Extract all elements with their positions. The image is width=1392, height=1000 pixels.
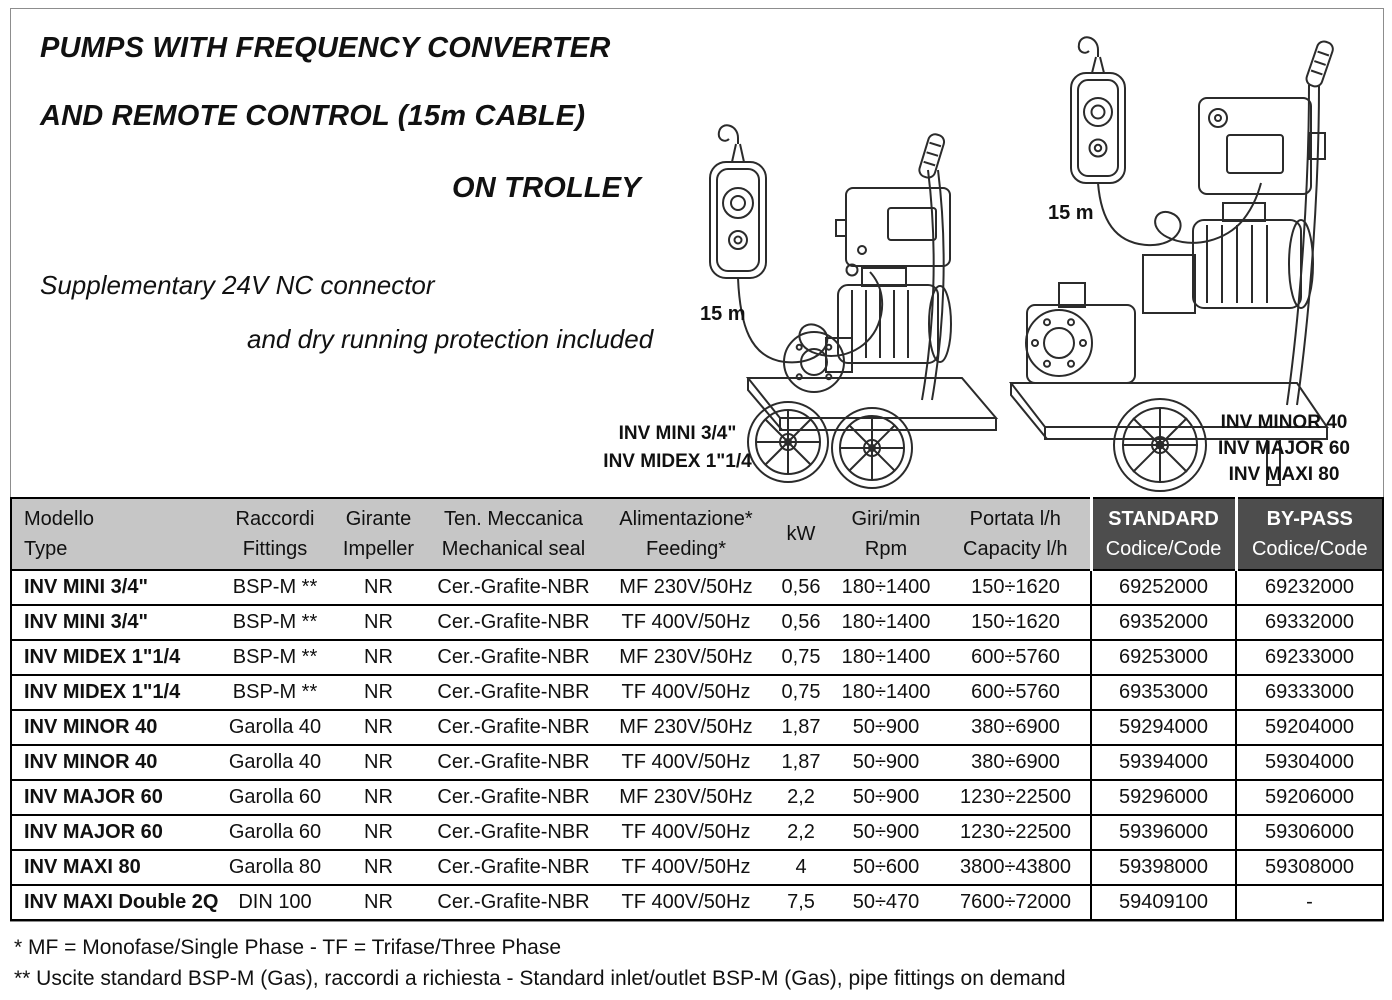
table-cell: 180÷1400 — [831, 640, 941, 675]
table-cell: Cer.-Grafite-NBR — [426, 605, 601, 640]
table-cell: MF 230V/50Hz — [601, 640, 771, 675]
table-cell: Cer.-Grafite-NBR — [426, 745, 601, 780]
table-cell: 50÷470 — [831, 885, 941, 920]
footnote-bsp-fittings: ** Uscite standard BSP-M (Gas), raccordi a richiesta - Standard inlet/outlet BSP-M (Gas), pipe fittings on demand — [14, 967, 1066, 990]
table-cell: 2,2 — [771, 815, 831, 850]
table-cell: 0,56 — [771, 605, 831, 640]
table-cell: 150÷1620 — [941, 570, 1091, 605]
table-cell: TF 400V/50Hz — [601, 885, 771, 920]
column-header-2: Girante Impeller — [331, 498, 426, 570]
table-row — [11, 745, 1383, 780]
caption-line: INV MIDEX 1"1/4 — [603, 451, 752, 472]
column-header-9: BY-PASS Codice/Code — [1236, 498, 1383, 570]
table-cell: 7,5 — [771, 885, 831, 920]
table-cell: NR — [331, 885, 426, 920]
table-cell: Garolla 60 — [219, 815, 331, 850]
table-cell: INV MAJOR 60 — [11, 780, 219, 815]
spec-table — [10, 497, 1384, 921]
table-cell: NR — [331, 710, 426, 745]
table-cell: 150÷1620 — [941, 605, 1091, 640]
table-cell: TF 400V/50Hz — [601, 605, 771, 640]
table-row — [11, 570, 1383, 605]
table-cell: 59206000 — [1236, 780, 1383, 815]
table-row — [11, 675, 1383, 710]
table-cell: TF 400V/50Hz — [601, 745, 771, 780]
table-cell: 380÷6900 — [941, 710, 1091, 745]
table-header-row — [11, 498, 1383, 570]
table-cell: 69353000 — [1091, 675, 1236, 710]
column-header-1: Raccordi Fittings — [219, 498, 331, 570]
table-cell: 180÷1400 — [831, 675, 941, 710]
column-header-7: Portata l/h Capacity l/h — [941, 498, 1091, 570]
column-header-8: STANDARD Codice/Code — [1091, 498, 1236, 570]
table-cell: NR — [331, 815, 426, 850]
table-cell: 59294000 — [1091, 710, 1236, 745]
table-cell: 59409100 — [1091, 885, 1236, 920]
table-cell: INV MIDEX 1"1/4 — [11, 675, 219, 710]
table-body — [11, 570, 1383, 920]
table-row — [11, 605, 1383, 640]
column-header-5: kW — [771, 498, 831, 570]
column-header-0: Modello Type — [11, 498, 219, 570]
table-cell: NR — [331, 675, 426, 710]
table-cell: 59398000 — [1091, 850, 1236, 885]
table-cell: 3800÷43800 — [941, 850, 1091, 885]
table-cell: MF 230V/50Hz — [601, 570, 771, 605]
table-cell: Cer.-Grafite-NBR — [426, 850, 601, 885]
table-cell: 50÷900 — [831, 780, 941, 815]
table-cell: NR — [331, 640, 426, 675]
remote-pendant — [1071, 37, 1125, 183]
table-cell: INV MAJOR 60 — [11, 815, 219, 850]
table-cell: 50÷600 — [831, 850, 941, 885]
table-cell: 380÷6900 — [941, 745, 1091, 780]
table-cell: 69333000 — [1236, 675, 1383, 710]
table-cell: MF 230V/50Hz — [601, 710, 771, 745]
table-cell: 59204000 — [1236, 710, 1383, 745]
table-cell: 0,56 — [771, 570, 831, 605]
table-cell: 59308000 — [1236, 850, 1383, 885]
trolley-wheels — [1114, 399, 1206, 491]
table-cell: NR — [331, 850, 426, 885]
footnote-single-three-phase: * MF = Monofase/Single Phase - TF = Trifase/Three Phase — [14, 936, 562, 959]
table-cell: Cer.-Grafite-NBR — [426, 570, 601, 605]
motor-body — [1143, 203, 1313, 313]
table-cell: 50÷900 — [831, 745, 941, 780]
column-header-6: Giri/min Rpm — [831, 498, 941, 570]
table-cell: BSP-M ** — [219, 570, 331, 605]
table-cell: Cer.-Grafite-NBR — [426, 780, 601, 815]
table-cell: 600÷5760 — [941, 675, 1091, 710]
feature-note-line-2: and dry running protection included — [247, 324, 654, 354]
table-cell: BSP-M ** — [219, 675, 331, 710]
table-cell: - — [1236, 885, 1383, 920]
table-row — [11, 885, 1383, 920]
table-cell: 180÷1400 — [831, 570, 941, 605]
table-row — [11, 640, 1383, 675]
table-cell: Cer.-Grafite-NBR — [426, 710, 601, 745]
table-cell: 69253000 — [1091, 640, 1236, 675]
table-cell: 69232000 — [1236, 570, 1383, 605]
table-cell: 59296000 — [1091, 780, 1236, 815]
table-row — [11, 815, 1383, 850]
table-cell: TF 400V/50Hz — [601, 675, 771, 710]
table-cell: 7600÷72000 — [941, 885, 1091, 920]
table-cell: MF 230V/50Hz — [601, 780, 771, 815]
table-cell: NR — [331, 745, 426, 780]
table-cell: 180÷1400 — [831, 605, 941, 640]
page-title-line-3: ON TROLLEY — [452, 172, 641, 204]
table-row — [11, 710, 1383, 745]
caption-line: INV MINOR 40 — [1220, 412, 1348, 433]
page-title-line-2: AND REMOTE CONTROL (15m CABLE) — [40, 100, 586, 132]
cable-length-label-left: 15 m — [700, 303, 746, 325]
feature-note-line-1: Supplementary 24V NC connector — [40, 270, 435, 300]
table-cell: 0,75 — [771, 675, 831, 710]
table-cell: 1,87 — [771, 710, 831, 745]
table-cell: INV MAXI 80 — [11, 850, 219, 885]
table-cell: 59396000 — [1091, 815, 1236, 850]
table-cell: INV MINOR 40 — [11, 745, 219, 780]
table-cell: 0,75 — [771, 640, 831, 675]
table-cell: TF 400V/50Hz — [601, 815, 771, 850]
table-row — [11, 850, 1383, 885]
table-cell: 69233000 — [1236, 640, 1383, 675]
table-cell: 1,87 — [771, 745, 831, 780]
table-row — [11, 780, 1383, 815]
table-cell: Cer.-Grafite-NBR — [426, 640, 601, 675]
table-cell: Garolla 40 — [219, 710, 331, 745]
illustration-caption-right — [1195, 410, 1373, 488]
table-cell: 4 — [771, 850, 831, 885]
pump-head — [1026, 283, 1135, 383]
table-cell: NR — [331, 570, 426, 605]
table-cell: 1230÷22500 — [941, 780, 1091, 815]
table-cell: 50÷900 — [831, 815, 941, 850]
table-cell: 2,2 — [771, 780, 831, 815]
table-cell: 600÷5760 — [941, 640, 1091, 675]
table-cell: Cer.-Grafite-NBR — [426, 885, 601, 920]
table-cell: BSP-M ** — [219, 640, 331, 675]
table-cell: Cer.-Grafite-NBR — [426, 815, 601, 850]
table-cell: 59304000 — [1236, 745, 1383, 780]
column-header-4: Alimentazione* Feeding* — [601, 498, 771, 570]
page-title-line-1: PUMPS WITH FREQUENCY CONVERTER — [40, 32, 611, 64]
remote-pendant — [710, 125, 766, 278]
table-cell: NR — [331, 780, 426, 815]
table-cell: 59306000 — [1236, 815, 1383, 850]
trolley-handle — [1287, 40, 1335, 405]
table-cell: 69352000 — [1091, 605, 1236, 640]
table-cell: INV MAXI Double 2Q — [11, 885, 219, 920]
table-cell: Garolla 40 — [219, 745, 331, 780]
table-cell: Cer.-Grafite-NBR — [426, 675, 601, 710]
table-cell: 1230÷22500 — [941, 815, 1091, 850]
table-cell: Garolla 60 — [219, 780, 331, 815]
caption-line: INV MAXI 80 — [1228, 464, 1340, 485]
table-cell: 69332000 — [1236, 605, 1383, 640]
table-cell: DIN 100 — [219, 885, 331, 920]
column-header-3: Ten. Meccanica Mechanical seal — [426, 498, 601, 570]
table-cell: 69252000 — [1091, 570, 1236, 605]
table-cell: INV MIDEX 1"1/4 — [11, 640, 219, 675]
caption-line: INV MINI 3/4" — [618, 423, 737, 444]
table-cell: INV MINI 3/4" — [11, 605, 219, 640]
table-cell: BSP-M ** — [219, 605, 331, 640]
table-cell: 59394000 — [1091, 745, 1236, 780]
table-cell: NR — [331, 605, 426, 640]
caption-line: INV MAJOR 60 — [1218, 438, 1350, 459]
table-cell: INV MINOR 40 — [11, 710, 219, 745]
cable-length-label-right: 15 m — [1048, 202, 1094, 224]
table-cell: 50÷900 — [831, 710, 941, 745]
table-cell: TF 400V/50Hz — [601, 850, 771, 885]
illustration-caption-left — [575, 420, 780, 476]
table-cell: INV MINI 3/4" — [11, 570, 219, 605]
table-cell: Garolla 80 — [219, 850, 331, 885]
